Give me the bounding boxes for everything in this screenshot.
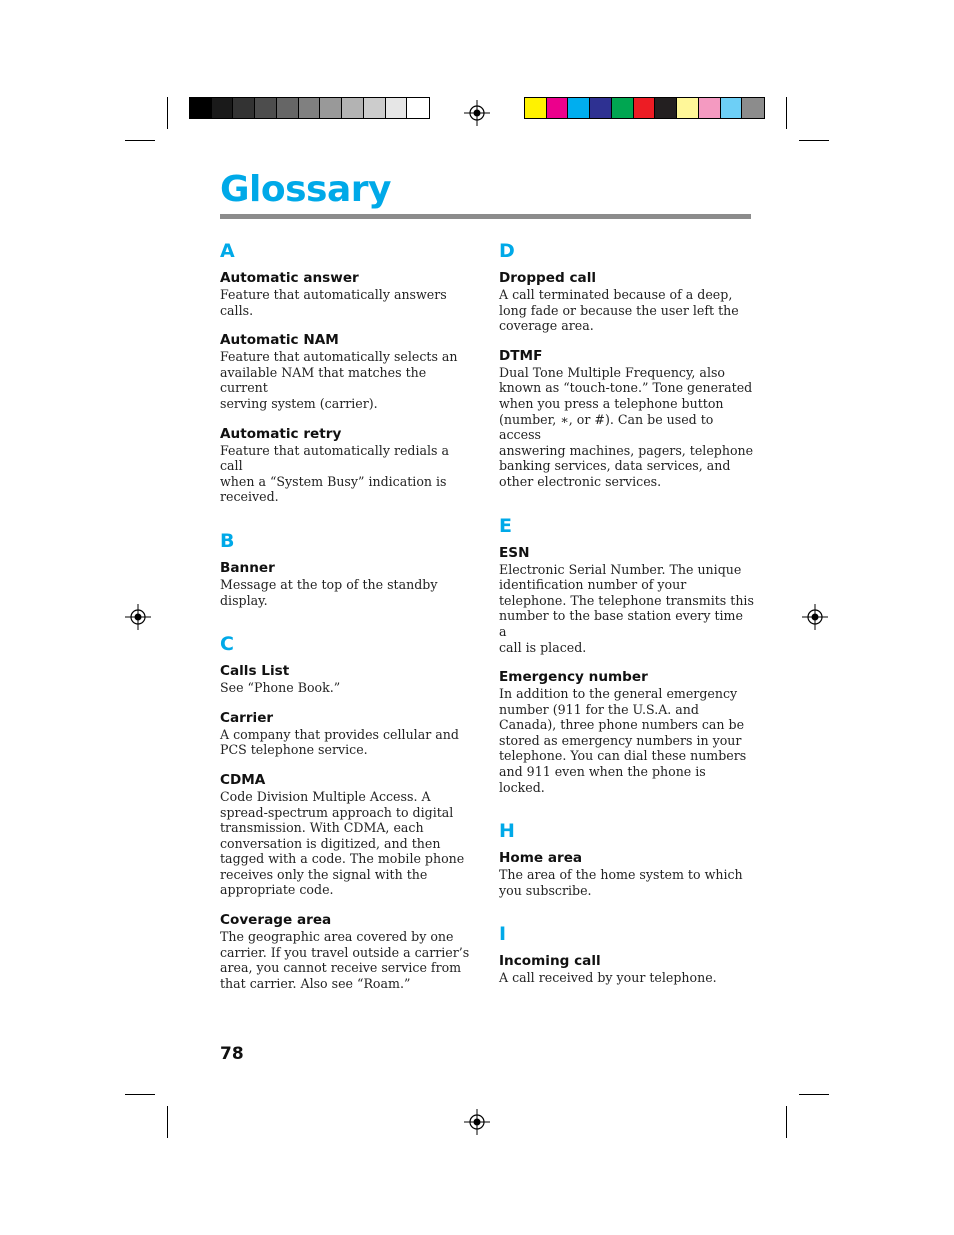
section-letter: I [499, 923, 507, 946]
definition-line: known as “touch-tone.” Tone generated [499, 380, 753, 396]
glossary-term: Automatic answer [220, 270, 359, 286]
glossary-term: DTMF [499, 347, 543, 364]
definition-line: Feature that automatically answers [220, 287, 447, 302]
definition-line: identification number of your [499, 577, 687, 593]
section-letter: D [499, 240, 515, 262]
glossary-section [499, 921, 754, 986]
definition-line: telephone. The telephone transmits this [499, 592, 754, 608]
definition-line: Code Division Multiple Access. A [220, 788, 431, 804]
glossary-definition [220, 443, 475, 505]
glossary-term: Incoming call [499, 953, 601, 970]
glossary-definition [220, 577, 475, 608]
definition-line: conversation is digitized, and then [220, 835, 441, 851]
color-swatch [655, 98, 677, 118]
definition-line: See “Phone Book.” [220, 680, 341, 696]
glossary-entry [220, 663, 475, 696]
definition-line: Canada), three phone numbers can be [499, 717, 745, 733]
color-swatch [386, 98, 408, 118]
definition-line: number to the base station every time a [499, 608, 743, 639]
definition-line: when a “System Busy” indication is [220, 473, 447, 489]
glossary-entry [220, 270, 475, 318]
crop-mark [125, 1094, 155, 1095]
glossary-term: Carrier [220, 709, 274, 726]
definition-line: receives only the signal with the [220, 866, 428, 882]
definition-line: Dual Tone Multiple Frequency, also [499, 364, 726, 380]
glossary-section [220, 528, 475, 608]
definition-line: number (911 for the U.S.A. and [499, 701, 699, 717]
color-swatch [277, 98, 299, 118]
definition-line: call is placed. [499, 639, 587, 655]
glossary-entry [499, 850, 754, 898]
definition-line: you subscribe. [499, 882, 592, 898]
crop-mark [799, 140, 829, 141]
definition-line: Electronic Serial Number. The unique [499, 561, 742, 577]
glossary-definition [220, 349, 475, 411]
glossary-definition [220, 727, 475, 758]
section-letter: H [499, 820, 515, 843]
definition-line: and 911 even when the phone is locked. [499, 764, 706, 795]
color-swatch [190, 98, 212, 118]
crop-mark [786, 1106, 787, 1138]
color-swatch [255, 98, 277, 118]
definition-line: PCS telephone service. [220, 742, 368, 758]
glossary-definition [220, 789, 475, 898]
glossary-term: Dropped call [499, 270, 597, 286]
glossary-section [499, 818, 754, 898]
color-swatch [634, 98, 656, 118]
registration-mark-icon [464, 100, 490, 126]
glossary-section [499, 238, 754, 490]
glossary-term: CDMA [220, 771, 266, 788]
definition-line: A company that provides cellular and [220, 726, 459, 742]
color-swatch [342, 98, 364, 118]
glossary-definition [499, 287, 754, 334]
definition-line: Message at the top of the standby [220, 576, 438, 592]
color-swatch [212, 98, 234, 118]
definition-line: transmission. With CDMA, each [220, 820, 424, 836]
glossary-section [220, 631, 475, 991]
definition-line: calls. [220, 302, 254, 318]
crop-mark [799, 1094, 829, 1095]
glossary-term: Home area [499, 850, 583, 867]
glossary-entry [499, 348, 754, 490]
glossary-entry [499, 953, 754, 986]
definition-line: stored as emergency numbers in your [499, 732, 742, 748]
right-column [499, 238, 754, 1009]
glossary-entry [220, 426, 475, 505]
definition-line: telephone. You can dial these numbers [499, 748, 747, 764]
glossary-section [220, 238, 475, 505]
definition-line: A call terminated because of a deep, [499, 287, 733, 302]
crop-mark [786, 97, 787, 129]
registration-mark-icon [125, 604, 151, 630]
glossary-section [499, 513, 754, 796]
glossary-term: Emergency number [499, 669, 648, 686]
crop-mark [125, 140, 155, 141]
color-swatch [407, 98, 429, 118]
definition-line: tagged with a code. The mobile phone [220, 851, 465, 867]
definition-line: received. [220, 489, 279, 505]
registration-mark-icon [464, 1109, 490, 1135]
definition-line: answering machines, pagers, telephone [499, 442, 754, 458]
color-swatch [742, 98, 764, 118]
glossary-term: Automatic NAM [220, 332, 339, 349]
color-swatch [677, 98, 699, 118]
color-swatch [721, 98, 743, 118]
definition-line: Feature that automatically redials a call [220, 442, 450, 474]
glossary-term: Banner [220, 559, 275, 576]
glossary-entry [220, 560, 475, 608]
definition-line: banking services, data services, and [499, 458, 731, 474]
glossary-definition [220, 287, 475, 318]
definition-line: (number, ∗, or #). Can be used to access [499, 411, 714, 443]
crop-mark [167, 1106, 168, 1138]
definition-line: display. [220, 592, 268, 608]
color-swatch [525, 98, 547, 118]
crop-mark [167, 97, 168, 129]
color-swatch [364, 98, 386, 118]
color-swatch [547, 98, 569, 118]
definition-line: The geographic area covered by one [220, 929, 454, 945]
definition-line: when you press a telephone button [499, 395, 724, 411]
glossary-definition [499, 365, 754, 490]
glossary-definition [499, 970, 754, 986]
definition-line: long fade or because the user left the [499, 302, 739, 318]
definition-line: carrier. If you travel outside a carrier’s [220, 944, 470, 960]
color-swatch [568, 98, 590, 118]
definition-line: appropriate code. [220, 882, 334, 898]
color-swatch [590, 98, 612, 118]
grayscale-calibration-bar [189, 97, 430, 119]
definition-line: that carrier. Also see “Roam.” [220, 975, 411, 991]
definition-line: In addition to the general emergency [499, 686, 738, 702]
glossary-term: Calls List [220, 663, 290, 680]
section-letter: A [220, 240, 235, 262]
section-letter: E [499, 514, 512, 537]
definition-line: A call received by your telephone. [499, 970, 717, 986]
definition-line: serving system (carrier). [220, 395, 378, 411]
page-title: Glossary [220, 169, 391, 210]
glossary-term: ESN [499, 544, 530, 561]
glossary-term: Coverage area [220, 912, 332, 929]
glossary-definition [499, 686, 754, 795]
definition-line: area, you cannot receive service from [220, 960, 462, 976]
glossary-definition [499, 867, 754, 898]
section-letter: C [220, 633, 234, 656]
section-letter: B [220, 529, 235, 552]
definition-line: spread-spectrum approach to digital [220, 804, 454, 820]
color-swatch [699, 98, 721, 118]
page-number: 78 [220, 1044, 244, 1064]
glossary-term: Automatic retry [220, 425, 342, 442]
glossary-definition [220, 929, 475, 991]
color-swatch [320, 98, 342, 118]
definition-line: available NAM that matches the current [220, 364, 427, 396]
left-column [220, 238, 475, 1014]
glossary-entry [220, 912, 475, 991]
glossary-entry [499, 669, 754, 795]
color-swatch [233, 98, 255, 118]
glossary-entry [220, 772, 475, 898]
registration-mark-icon [802, 604, 828, 630]
color-swatch [299, 98, 321, 118]
glossary-entry [499, 545, 754, 656]
color-calibration-bar [524, 97, 765, 119]
glossary-entry [220, 710, 475, 758]
definition-line: coverage area. [499, 318, 594, 334]
definition-line: other electronic services. [499, 473, 662, 489]
glossary-entry [499, 270, 754, 334]
definition-line: The area of the home system to which [499, 867, 743, 883]
glossary-entry [220, 332, 475, 411]
glossary-definition [499, 562, 754, 656]
glossary-definition [220, 680, 475, 696]
definition-line: Feature that automatically selects an [220, 349, 458, 365]
title-rule [220, 214, 751, 219]
color-swatch [612, 98, 634, 118]
